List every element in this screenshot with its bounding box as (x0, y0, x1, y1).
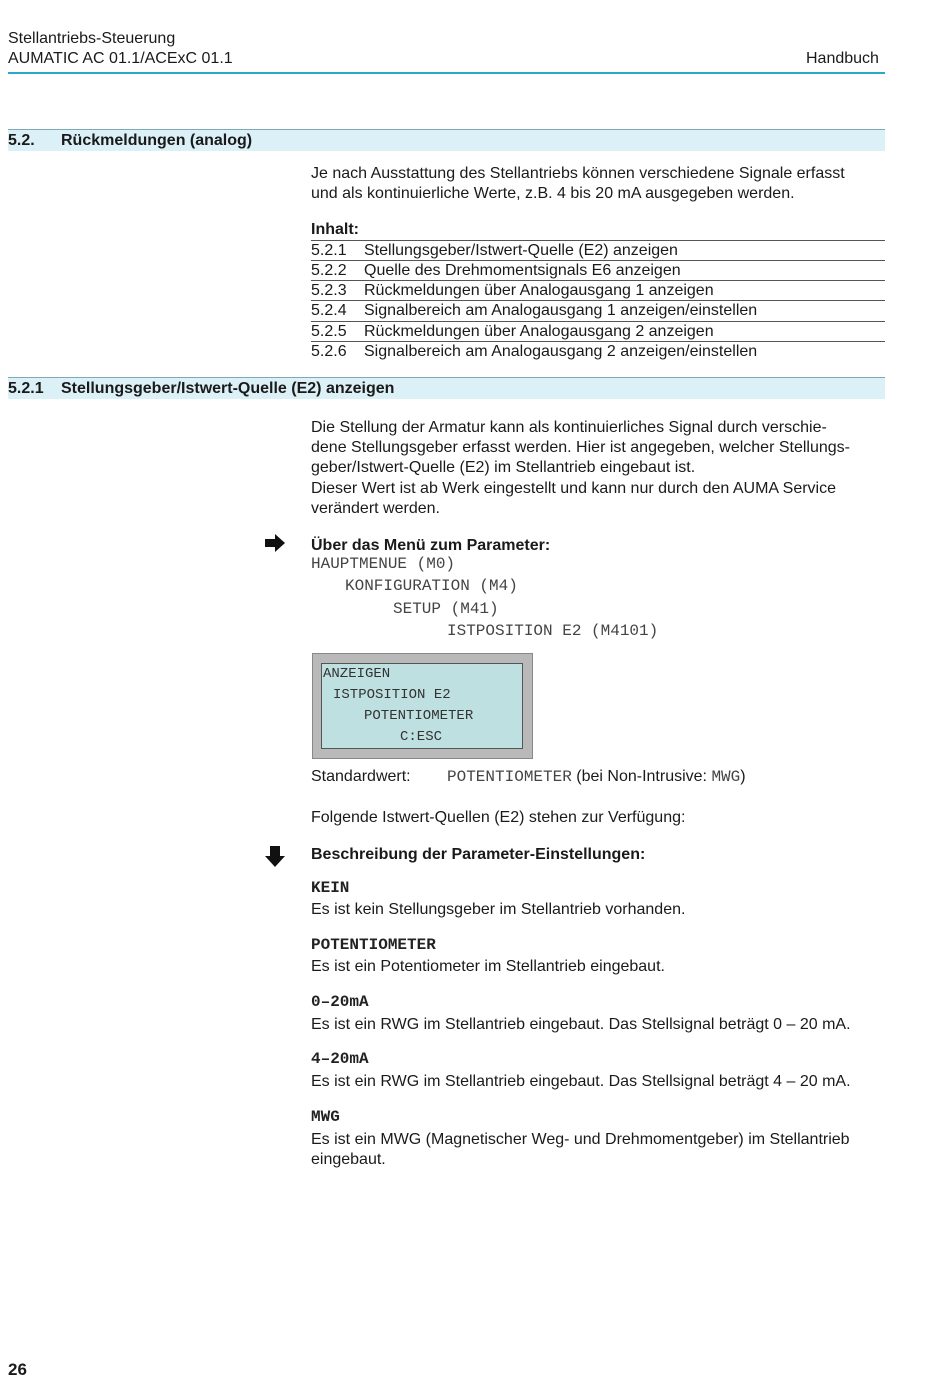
default-note-pre: (bei Non-Intrusive: (571, 768, 712, 785)
toc-row[interactable] (311, 300, 885, 321)
param-code: 4–20mA (311, 1050, 369, 1068)
toc-text: Rückmeldungen über Analogausgang 1 anzeigen (364, 282, 714, 299)
toc-number: 5.2.5 (311, 323, 347, 340)
section-5-2-heading (8, 129, 885, 151)
menu-heading: Über das Menü zum Parameter: (311, 537, 551, 554)
intro-line-1: Je nach Ausstattung des Stellantriebs können verschiedene Signale erfasst (311, 165, 845, 182)
toc-number: 5.2.1 (311, 242, 347, 259)
toc-row[interactable] (311, 341, 885, 362)
section-number: 5.2.1 (8, 380, 44, 397)
default-value-line (447, 768, 746, 786)
para-line: Dieser Wert ist ab Werk eingestellt und kann nur durch den AUMA Service (311, 480, 836, 497)
lcd-line: ANZEIGEN (323, 666, 391, 682)
sources-text: Folgende Istwert-Quellen (E2) stehen zur Verfügung: (311, 809, 686, 826)
para-line: geber/Istwert-Quelle (E2) im Stellantrieb eingebaut ist. (311, 459, 696, 476)
toc-row[interactable] (311, 280, 885, 301)
header-rule (8, 72, 885, 74)
section-number: 5.2. (8, 132, 35, 149)
arrow-down-icon (265, 846, 285, 872)
param-code: 0–20mA (311, 993, 369, 1011)
param-code: MWG (311, 1108, 340, 1126)
header-right: Handbuch (806, 50, 879, 67)
toc-number: 5.2.4 (311, 302, 347, 319)
param-desc: Es ist ein Potentiometer im Stellantrieb eingebaut. (311, 958, 665, 975)
toc-text: Signalbereich am Analogausgang 1 anzeigen/einstellen (364, 302, 758, 319)
menu-path-item: HAUPTMENUE (M0) (311, 555, 456, 573)
menu-path-item: KONFIGURATION (M4) (345, 577, 518, 595)
param-code: KEIN (311, 879, 350, 897)
header-title-line2: AUMATIC AC 01.1/ACExC 01.1 (8, 50, 233, 67)
toc-row[interactable] (311, 321, 885, 342)
lcd-display (312, 653, 533, 759)
para-line: verändert werden. (311, 500, 440, 517)
menu-path-item: ISTPOSITION E2 (M4101) (447, 622, 659, 640)
default-value: POTENTIOMETER (447, 768, 572, 786)
toc-number: 5.2.2 (311, 262, 347, 279)
toc-label: Inhalt: (311, 221, 359, 238)
intro-line-2: und als kontinuierliche Werte, z.B. 4 bis 20 mA ausgegeben werden. (311, 185, 795, 202)
toc-text: Stellungsgeber/Istwert-Quelle (E2) anzeigen (364, 242, 678, 259)
toc-text: Rückmeldungen über Analogausgang 2 anzeigen (364, 323, 714, 340)
param-desc: Es ist ein RWG im Stellantrieb eingebaut. Das Stellsignal beträgt 4 – 20 mA. (311, 1073, 851, 1090)
toc-number: 5.2.3 (311, 282, 347, 299)
section-title: Stellungsgeber/Istwert-Quelle (E2) anzeigen (61, 380, 395, 397)
section-title: Rückmeldungen (analog) (61, 132, 253, 149)
param-desc: Es ist ein MWG (Magnetischer Weg- und Drehmomentgeber) im Stellantrieb (311, 1131, 850, 1148)
toc-row[interactable] (311, 260, 885, 281)
section-5-2-1-heading (8, 377, 885, 399)
para-line: dene Stellungsgeber erfasst werden. Hier ist angegeben, welcher Stellungs- (311, 439, 850, 456)
param-desc: Es ist kein Stellungsgeber im Stellantrieb vorhanden. (311, 901, 686, 918)
menu-path-item: SETUP (M41) (393, 600, 499, 618)
toc-text: Signalbereich am Analogausgang 2 anzeigen/einstellen (364, 343, 758, 360)
desc-heading: Beschreibung der Parameter-Einstellungen: (311, 846, 646, 863)
lcd-screen (321, 663, 523, 749)
toc-number: 5.2.6 (311, 343, 347, 360)
lcd-line: ISTPOSITION E2 (333, 687, 451, 703)
header-title-line1: Stellantriebs-Steuerung (8, 30, 176, 47)
page-number: 26 (8, 1360, 27, 1379)
param-desc: Es ist ein RWG im Stellantrieb eingebaut. Das Stellsignal beträgt 0 – 20 mA. (311, 1016, 851, 1033)
lcd-line: C:ESC (400, 729, 443, 745)
param-code: POTENTIOMETER (311, 936, 436, 954)
default-label: Standardwert: (311, 768, 411, 785)
toc-row[interactable] (311, 240, 885, 261)
toc-text: Quelle des Drehmomentsignals E6 anzeigen (364, 262, 681, 279)
param-desc: eingebaut. (311, 1151, 386, 1168)
arrow-right-icon (264, 534, 286, 557)
default-note-post: ) (740, 768, 746, 785)
default-note-value: MWG (711, 768, 741, 786)
lcd-line: POTENTIOMETER (364, 708, 474, 724)
para-line: Die Stellung der Armatur kann als kontinuierliches Signal durch verschie- (311, 419, 827, 436)
